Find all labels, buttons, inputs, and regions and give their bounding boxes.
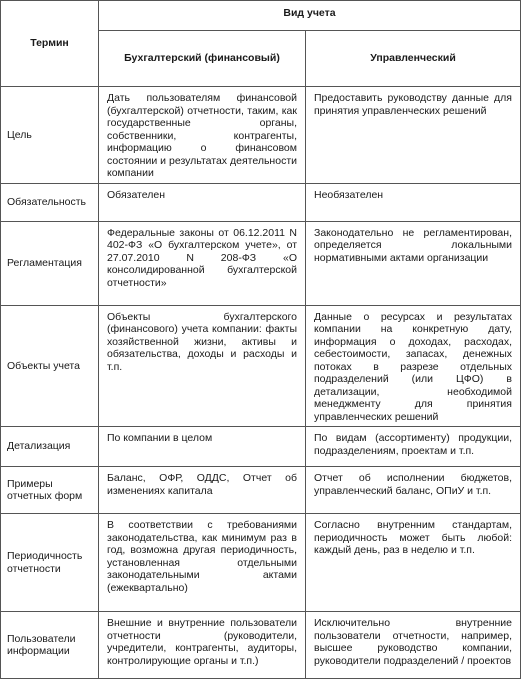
row-financial: Баланс, ОФР, ОДДС, Отчет об изменениях капитала [99,467,306,514]
row-financial: Дать пользователям финансовой (бухгалтерской) отчетности, таким, как государственные органы, собственники, контрагенты, информацию о финансовом состоянии и результатах деятельности компании [99,87,306,184]
row-term: Регламентация [1,221,99,305]
header-term: Термин [1,1,99,87]
row-management: Необязателен [306,183,521,221]
row-financial: Объекты бухгалтерского (финансового) учета компании: факты хозяйственной жизни, активы и обязательства, доходы и расходы и т.п. [99,305,306,427]
row-management: Исключительно внутренние пользователи отчетности, например, высшее руководство компании, руководители подразделений / проектов [306,612,521,679]
header-row-top [1,1,521,31]
table-row [1,514,521,612]
table-row [1,87,521,184]
row-term: Пользователи информации [1,612,99,679]
row-term: Обязательность [1,183,99,221]
header-accounting-type: Вид учета [99,1,521,31]
table-row [1,427,521,467]
row-term: Примеры отчетных форм [1,467,99,514]
table-row [1,183,521,221]
row-financial: Федеральные законы от 06.12.2011 N 402-ФЗ «О бухгалтерском учете», от 27.07.2010 N 208-ФЗ «О консолидированной бухгалтерской отчетности» [99,221,306,305]
row-management: Данные о ресурсах и результатах компании на конкретную дату, информация о доходах, расходах, себестоимости, запасах, денежных потоках в разрезе отдельных подразделений (или ЦФО) в детализации, необходимой менеджменту для принятия управленческих решений [306,305,521,427]
table-row [1,612,521,679]
row-management: Согласно внутренним стандартам, периодичность может быть любой: каждый день, раз в неделю и т.п. [306,514,521,612]
row-management: По видам (ассортименту) продукции, подразделениям, проектам и т.п. [306,427,521,467]
header-financial: Бухгалтерский (финансовый) [99,31,306,87]
header-management: Управленческий [306,31,521,87]
table-row [1,221,521,305]
row-financial: В соответствии с требованиями законодательства, как минимум раз в год, возможна другая периодичность, установленная отдельными законодательными актами (ежеквартально) [99,514,306,612]
row-management: Законодательно не регламентирован, определяется локальными нормативными актами организации [306,221,521,305]
table-row [1,305,521,427]
row-management: Отчет об исполнении бюджетов, управленческий баланс, ОПиУ и т.п. [306,467,521,514]
table-row [1,467,521,514]
row-financial: Внешние и внутренние пользователи отчетности (руководители, учредители, контрагенты, аудиторы, контролирующие органы и т.п.) [99,612,306,679]
row-financial: По компании в целом [99,427,306,467]
row-term: Объекты учета [1,305,99,427]
row-term: Цель [1,87,99,184]
row-term: Периодичность отчетности [1,514,99,612]
row-term: Детализация [1,427,99,467]
row-financial: Обязателен [99,183,306,221]
row-management: Предоставить руководству данные для принятия управленческих решений [306,87,521,184]
